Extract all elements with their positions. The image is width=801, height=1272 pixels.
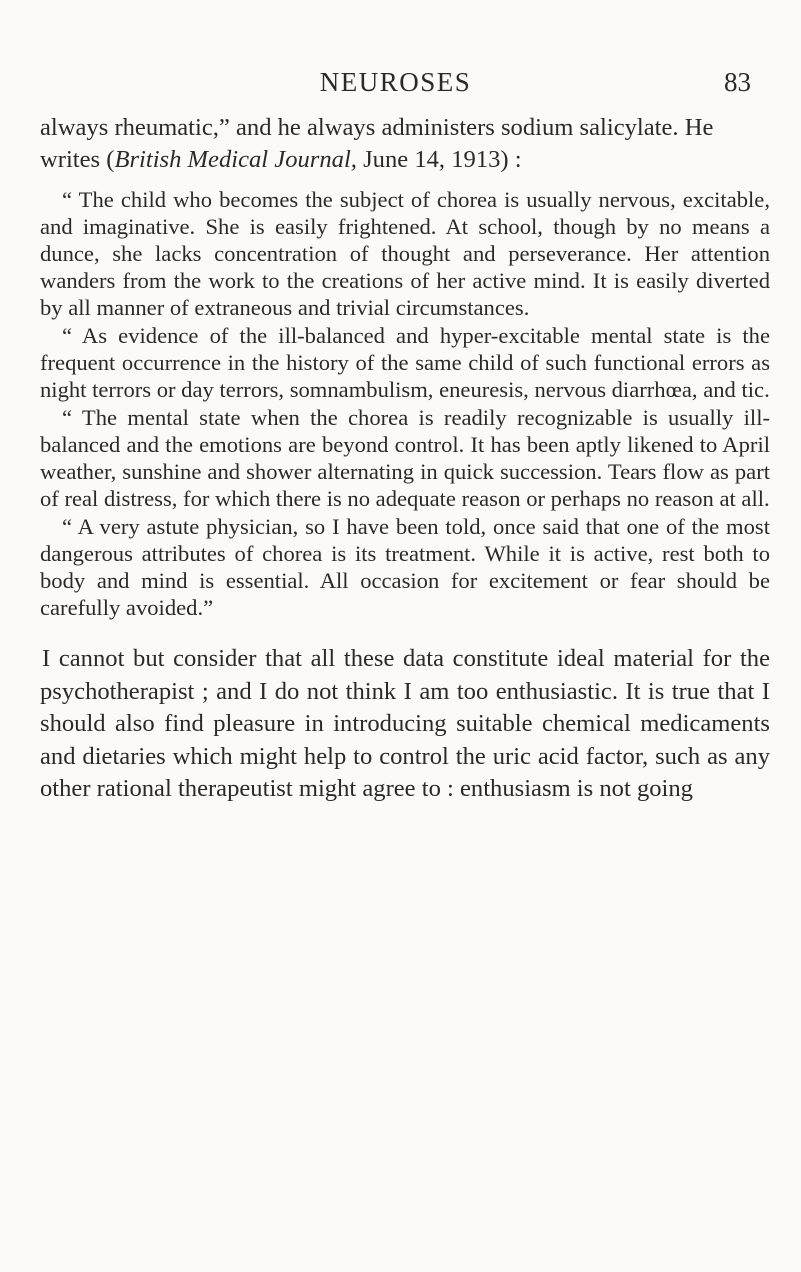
opening-date: June 14, 1913) : [356, 146, 522, 174]
block-quote [40, 186, 770, 621]
quote-paragraph: “ A very astute physician, so I have been told, once said that one of the most dangerous attributes of chorea is its treatment. While it is active, rest both to body and mind is essential. All occasion for excitement or fear should be carefully avoided.” [40, 514, 770, 621]
quote-paragraph: “ As evidence of the ill-balanced and hyper-excitable mental state is the frequent occurrence in the history of the same child of such functional errors as night terrors or day terrors, somnambulism, eneuresis, nervous diarrhœa, and tic. [40, 323, 770, 403]
text-block [40, 112, 770, 806]
opening-paragraph [40, 112, 770, 176]
running-title: NEUROSES [319, 67, 472, 97]
closing-paragraph: I cannot but consider that all these data constitute ideal material for the psychotherapist ; and I do not think I am too enthusiastic. It is true that I should also find pleasure in introducing suitable chemical medicaments and dietaries which might help to control the uric acid factor, such as any other rational therapeutist might agree to : enthusiasm is not going [40, 645, 770, 803]
quote-paragraph: “ The mental state when the chorea is readily recognizable is usually ill-balanced and the emotions are beyond control. It has been aptly likened to April weather, sunshine and shower alternating in quick succession. Tears flow as part of real distress, for which there is no adequate reason or perhaps no reason at all. [40, 405, 770, 512]
quote-paragraph: “ The child who becomes the subject of chorea is usually nervous, excitable, and imaginative. She is easily frightened. At school, though by no means a dunce, she lacks concentration of thought and perseverance. Her attention wanders from the work to the creations of her active mind. It is easily diverted by all manner of extraneous and trivial circumstances. [40, 187, 770, 321]
opening-text: always rheumatic,” and he always administers sodium salicylate. He writes ( [40, 114, 714, 174]
journal-citation: British Medical Journal, [114, 146, 357, 174]
running-head [40, 62, 751, 102]
page-number: 83 [724, 67, 751, 97]
